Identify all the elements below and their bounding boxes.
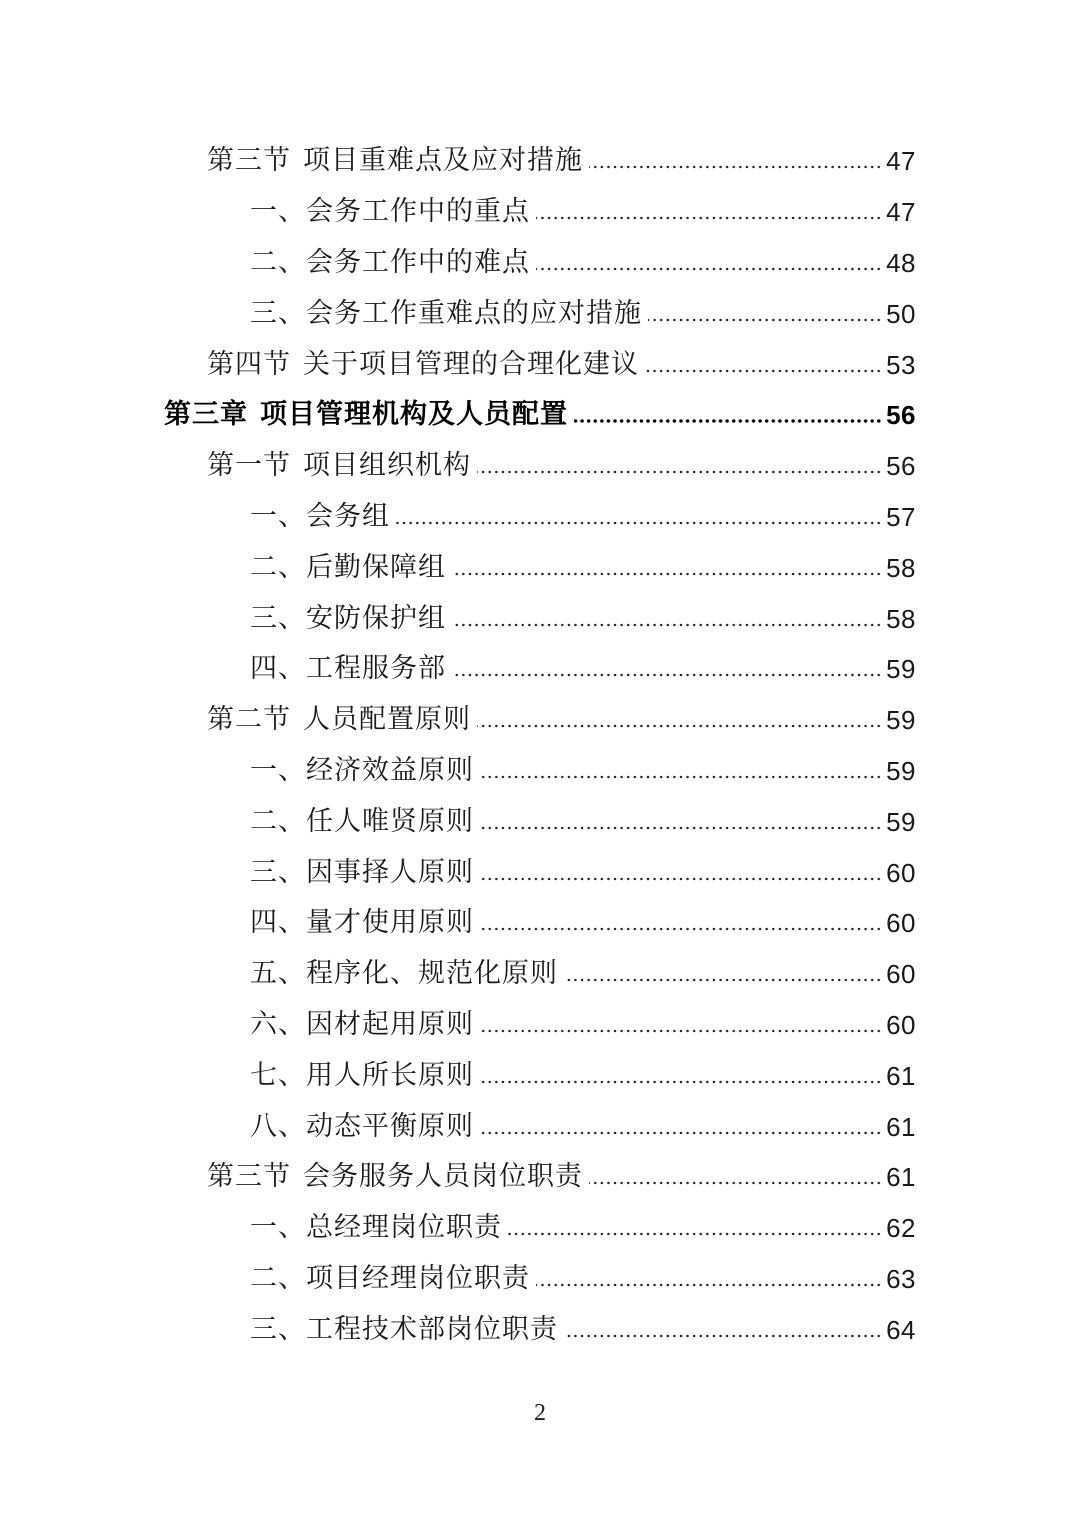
toc-entry-page: 60 [886,908,916,939]
dot-leader [589,1181,882,1185]
dot-leader [645,369,882,373]
toc-entry-page: 53 [886,349,916,380]
toc-entry-page: 57 [886,501,916,532]
toc-entry[interactable] [0,949,1080,1000]
toc-entry[interactable] [0,136,1080,187]
toc-entry-label: 二、后勤保障组 [250,551,446,583]
toc-entry[interactable] [0,542,1080,593]
toc-entry[interactable] [0,847,1080,898]
toc-entry-label: 三、安防保护组 [250,602,446,634]
toc-entry[interactable] [0,1000,1080,1051]
toc-entry-label: 第三章 项目管理机构及人员配置 [164,399,568,431]
toc-entry-label: 五、程序化、规范化原则 [250,958,558,990]
dot-leader [508,1232,882,1236]
toc-entry[interactable] [0,746,1080,797]
toc-entry[interactable] [0,644,1080,695]
dot-leader [480,1131,882,1135]
toc-entry-label: 第二节 人员配置原则 [207,704,471,736]
dot-leader [477,470,882,474]
toc-entry-page: 50 [886,298,916,329]
toc-entry-label: 二、任人唯贤原则 [250,805,474,837]
toc-chapter-entry[interactable] [0,390,1080,441]
dot-leader [480,877,882,881]
toc-entry-label: 二、项目经理岗位职责 [250,1262,530,1294]
dot-leader [480,775,882,779]
dot-leader [536,1283,882,1287]
toc-entry-page: 56 [886,400,916,431]
dot-leader [536,216,882,220]
dot-leader [648,318,882,322]
toc-entry[interactable] [0,695,1080,746]
page-number: 2 [534,1400,546,1426]
toc-entry[interactable] [0,441,1080,492]
toc-entry-page: 60 [886,1009,916,1040]
toc-entry[interactable] [0,593,1080,644]
toc-entry-label: 二、会务工作中的难点 [250,246,530,278]
toc-entry[interactable] [0,1203,1080,1254]
toc-entry-page: 58 [886,552,916,583]
toc-entry-page: 47 [886,197,916,228]
dot-leader [396,521,882,525]
dot-leader [477,724,882,728]
toc-entry-label: 第三节 项目重难点及应对措施 [207,145,583,177]
toc-entry-page: 64 [886,1314,916,1345]
toc-entry-page: 62 [886,1213,916,1244]
toc-entry-label: 六、因材起用原则 [250,1008,474,1040]
toc-entry-label: 第一节 项目组织机构 [207,450,471,482]
toc-entry-label: 一、会务组 [250,500,390,532]
toc-entry-label: 三、会务工作重难点的应对措施 [250,297,642,329]
toc-entry-page: 56 [886,451,916,482]
toc-entry[interactable] [0,339,1080,390]
toc-entry-label: 三、工程技术部岗位职责 [250,1313,558,1345]
toc-entry[interactable] [0,1304,1080,1355]
toc-entry-page: 59 [886,654,916,685]
dot-leader [480,1080,882,1084]
toc-entry-label: 一、经济效益原则 [250,754,474,786]
dot-leader [480,826,882,830]
dot-leader [564,1334,882,1338]
toc-entry[interactable] [0,898,1080,949]
toc-entry-label: 八、动态平衡原则 [250,1110,474,1142]
toc-entry[interactable] [0,288,1080,339]
toc-entry-page: 58 [886,603,916,634]
toc-entry-page: 59 [886,755,916,786]
toc-entry-page: 61 [886,1060,916,1091]
toc-entry-label: 第三节 会务服务人员岗位职责 [207,1161,583,1193]
dot-leader [480,1029,882,1033]
table-of-contents [0,136,1080,1355]
dot-leader [452,673,882,677]
toc-entry-page: 61 [886,1162,916,1193]
toc-entry-page: 60 [886,857,916,888]
toc-entry-label: 三、因事择人原则 [250,856,474,888]
toc-entry-page: 63 [886,1263,916,1294]
toc-entry-page: 59 [886,705,916,736]
toc-entry[interactable] [0,1152,1080,1203]
toc-entry-label: 第四节 关于项目管理的合理化建议 [207,348,639,380]
toc-entry-label: 七、用人所长原则 [250,1059,474,1091]
toc-entry[interactable] [0,1101,1080,1152]
dot-leader [480,927,882,931]
toc-entry[interactable] [0,492,1080,543]
toc-entry-page: 48 [886,247,916,278]
toc-entry-label: 一、总经理岗位职责 [250,1212,502,1244]
toc-entry-page: 47 [886,146,916,177]
dot-leader [452,572,882,576]
toc-entry-page: 59 [886,806,916,837]
dot-leader [589,165,882,169]
toc-entry-label: 四、工程服务部 [250,653,446,685]
toc-entry-page: 60 [886,959,916,990]
dot-leader [574,419,882,424]
toc-entry[interactable] [0,1050,1080,1101]
toc-entry[interactable] [0,1254,1080,1305]
dot-leader [564,978,882,982]
toc-entry[interactable] [0,187,1080,238]
toc-entry-label: 四、量才使用原则 [250,907,474,939]
dot-leader [452,623,882,627]
toc-entry[interactable] [0,796,1080,847]
toc-entry[interactable] [0,238,1080,289]
dot-leader [536,267,882,271]
toc-entry-label: 一、会务工作中的重点 [250,196,530,228]
toc-entry-page: 61 [886,1111,916,1142]
